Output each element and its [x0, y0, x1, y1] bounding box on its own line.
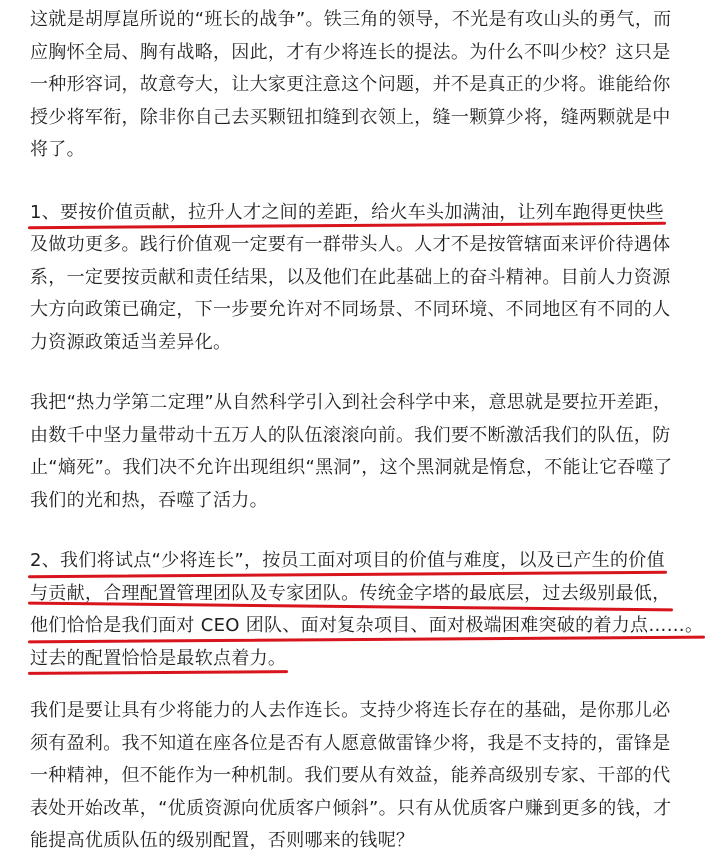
text-line: 这就是胡厚崑所说的“班长的战争”。铁三角的领导，不光是有攻山头的勇气，而: [30, 9, 672, 30]
underlined-line: [30, 197, 690, 230]
paragraph-spacer: [30, 359, 690, 387]
underlined-line: [30, 610, 704, 643]
paragraph-2-point-1: [30, 197, 690, 360]
text-line: 我们的光和热，吞噬了活力。: [30, 489, 268, 511]
text-line: 力资源政策适当差异化。: [30, 331, 232, 353]
paragraph-spacer: [30, 675, 690, 695]
text-line: 表处开始改革，“优质资源向优质客户倾斜”。只有从优质客户赚到更多的钱，才: [30, 797, 672, 819]
text-line: 止“熵死”。我们决不允许出现组织“黑洞”，这个黑洞就是惰怠，不能让它吞噬了: [30, 457, 673, 478]
text-line: 系，一定要按贡献和责任结果，以及他们在此基础上的奋斗精神。目前人力资源: [30, 266, 671, 288]
text-line: 由数千中坚力量带动十五万人的队伍滚滚向前。我们要不断激活我们的队伍，防: [30, 424, 671, 446]
red-underline-text: 他们恰恰是我们面对 CEO 团队、面对复杂项目、面对极端困难突破的着力点……。: [30, 610, 703, 643]
text-line: 我们是要让具有少将能力的人去作连长。支持少将连长存在的基础，是你那儿必: [30, 700, 671, 721]
red-underline-text: 与贡献，合理配置管理团队及专家团队。传统金字塔的最底层，过去级别最低，: [30, 578, 671, 611]
text-line: 将了。: [30, 139, 85, 160]
paragraph-spacer: [30, 517, 690, 545]
paragraph-4-point-2: [30, 545, 704, 675]
paragraph-spacer: [30, 167, 690, 197]
red-underline-text: 1、要按价值贡献，拉升人才之间的差距，给火车头加满油，让列车跑得更快些: [30, 197, 664, 230]
text-line: 能提高优质队伍的级别配置，否则哪来的钱呢？: [30, 830, 415, 851]
paragraph-1: [30, 4, 690, 167]
text-line: 及做功更多。践行价值观一定要有一群带头人。人才不是按管辖面来评价待遇体: [30, 234, 671, 255]
text-line: 应胸怀全局、胸有战略，因此，才有少将连长的提法。为什么不叫少校？这只是: [30, 41, 671, 63]
text-line: 授少将军衔，除非你自己去买颗钮扣缝到衣领上，缝一颗算少将，缝两颗就是中: [30, 106, 671, 128]
text-line: 我把“热力学第二定理”从自然科学引入到社会科学中来，意思就是要拉开差距，: [30, 392, 672, 413]
underlined-line: [30, 643, 690, 676]
underlined-line: [30, 578, 690, 611]
text-line: 大方向政策已确定，下一步要允许对不同场景、不同环境、不同地区有不同的人: [30, 299, 671, 320]
text-line: 须有盈利。我不知道在座各位是否有人愿意做雷锋少将，我是不支持的，雷锋是: [30, 732, 671, 754]
red-underline-text: 2、我们将试点“少将连长”，按员工面对项目的价值与难度，以及已产生的价值: [30, 545, 665, 578]
red-underline-text: 过去的配置恰恰是最软点着力。: [30, 643, 286, 676]
text-line: 一种形容词，故意夸大，让大家更注意这个问题，并不是真正的少将。谁能给你: [30, 74, 671, 95]
underlined-line: [30, 545, 690, 578]
article-body: [30, 4, 704, 858]
paragraph-3: [30, 387, 690, 517]
paragraph-5: [30, 695, 690, 858]
text-line: 一种精神，但不能作为一种机制。我们要从有效益，能养高级别专家、干部的代: [30, 765, 671, 786]
